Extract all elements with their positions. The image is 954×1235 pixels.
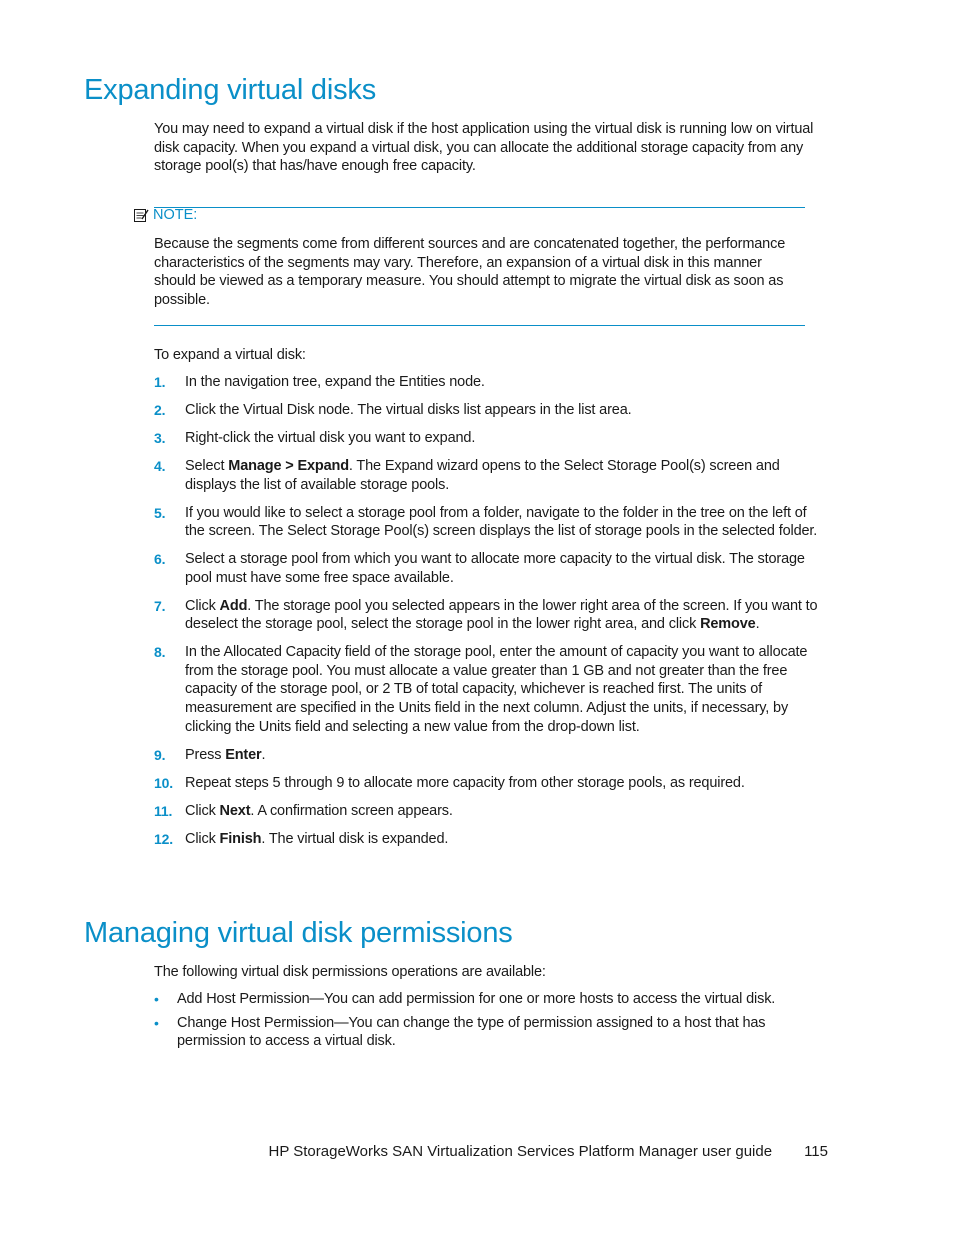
step-number: 3. <box>154 429 166 446</box>
step-text-run: In the Allocated Capacity field of the storage pool, enter the amount of capacity you want to allocate from the storage pool. You must allocate a value greater than 1 GB and not greater than the free capacity of the storage pool, or 2 TB of total capacity, whichever is reached first. The units of measurement are specified in the Units field in the next column. Adjust the units, if necessary, by clicking the Units field and selecting a new value from the drop-down list. <box>185 644 808 735</box>
procedure-step <box>154 550 830 587</box>
step-text <box>185 830 830 849</box>
procedure-step <box>154 504 830 541</box>
procedure-step <box>154 746 830 765</box>
step-text-run: Right-click the virtual disk you want to expand. <box>185 429 476 446</box>
list-item <box>154 990 830 1009</box>
step-number: 4. <box>154 457 166 474</box>
note-label: NOTE: <box>153 207 198 223</box>
list-item-text: Change Host Permission—You can change the type of permission assigned to a host that has permission to access a virtual disk. <box>177 1014 766 1050</box>
footer-title: HP StorageWorks SAN Virtualization Services Platform Manager user guide <box>268 1143 773 1160</box>
step-text <box>185 457 830 494</box>
ui-term: Add <box>219 597 248 614</box>
procedure-step <box>154 802 830 821</box>
procedure-step <box>154 830 830 849</box>
step-text <box>185 429 830 448</box>
note-text: Because the segments come from different sources and are concatenated together, the performance characteristics of the segments may vary. Therefore, an expansion of a virtual disk in this manner should be viewed as a temporary measure. You should attempt to migrate the virtual disk as soon as possible. <box>154 236 786 308</box>
step-text-run: Click the Virtual Disk node. The virtual disks list appears in the list area. <box>185 401 632 418</box>
ui-term: Enter <box>225 746 262 763</box>
step-number: 10. <box>154 774 174 791</box>
step-text-run: Click <box>185 597 220 614</box>
step-text <box>185 774 830 793</box>
list-item <box>154 1014 830 1051</box>
step-text <box>185 643 830 736</box>
procedure-step <box>154 774 830 793</box>
step-text-run: Repeat steps 5 through 9 to allocate more capacity from other storage pools, as required. <box>185 774 745 791</box>
note-top-rule <box>154 207 805 208</box>
step-number: 11. <box>154 802 173 819</box>
step-text-run: . The virtual disk is expanded. <box>261 830 449 847</box>
procedure-step <box>154 457 830 494</box>
step-text-run: Click <box>185 802 220 819</box>
step-number: 1. <box>154 374 166 390</box>
step-text-run: . The storage pool you selected appears in the lower right area of the screen. If you want to deselect the storage pool, select the storage pool in the lower right area, and click <box>185 597 818 633</box>
step-number: 7. <box>154 597 166 614</box>
step-text <box>185 401 830 420</box>
ui-term: Remove <box>700 616 756 633</box>
bullet-dot-icon: • <box>154 1014 159 1031</box>
section-title-permissions: Managing virtual disk permissions <box>84 917 513 949</box>
page-footer <box>250 1143 828 1160</box>
step-text-run: Click <box>185 830 220 847</box>
step-number: 12. <box>154 830 174 847</box>
step-text-run: Select a storage pool from which you want to allocate more capacity to the virtual disk. The storage pool must have some free space available. <box>185 551 805 586</box>
ui-term: Manage > Expand <box>228 457 349 474</box>
step-text-run: . <box>261 746 266 763</box>
step-number: 5. <box>154 504 166 521</box>
procedure-step <box>154 401 830 420</box>
section-title-expanding: Expanding virtual disks <box>84 74 376 106</box>
procedure-step <box>154 373 830 392</box>
step-text-run: . A confirmation screen appears. <box>250 802 453 819</box>
procedure-step <box>154 643 830 736</box>
procedure-steps <box>154 373 830 858</box>
note-header <box>133 207 197 223</box>
step-text-run: Press <box>185 746 226 763</box>
step-text-run: In the navigation tree, expand the Entities node. <box>185 374 485 390</box>
steps-lead: To expand a virtual disk: <box>154 347 306 363</box>
permissions-list <box>154 990 830 1056</box>
ui-term: Finish <box>219 830 262 847</box>
step-text <box>185 802 830 821</box>
step-text <box>185 550 830 587</box>
step-text <box>185 504 830 541</box>
note-pad-icon <box>133 207 149 223</box>
step-number: 9. <box>154 746 166 763</box>
procedure-step <box>154 597 830 634</box>
list-item-text: Add Host Permission—You can add permission for one or more hosts to access the virtual disk. <box>177 991 776 1007</box>
step-number: 8. <box>154 644 166 661</box>
step-text <box>185 597 830 634</box>
step-text <box>185 746 830 765</box>
step-text <box>185 373 830 392</box>
step-text-run: . <box>755 616 760 633</box>
note-bottom-rule <box>154 325 805 326</box>
procedure-step <box>154 429 830 448</box>
step-number: 6. <box>154 551 166 568</box>
step-text-run: If you would like to select a storage pool from a folder, navigate to the folder in the tree on the left of the screen. The Select Storage Pool(s) screen displays the list of storage pools in the selected folder. <box>185 504 818 540</box>
page-number: 115 <box>804 1143 828 1160</box>
intro-paragraph: You may need to expand a virtual disk if the host application using the virtual disk is running low on virtual disk capacity. When you expand a virtual disk, you can allocate the additional storage capacity from any storage pool(s) that has/have enough free capacity. <box>154 121 814 175</box>
step-number: 2. <box>154 401 166 418</box>
step-text-run: . The Expand wizard opens to the Select Storage Pool(s) screen and displays the list of available storage pools. <box>185 457 780 493</box>
step-text-run: Select <box>185 457 229 474</box>
ui-term: Next <box>219 802 251 819</box>
permissions-intro: The following virtual disk permissions operations are available: <box>154 964 546 980</box>
bullet-dot-icon: • <box>154 991 159 1007</box>
